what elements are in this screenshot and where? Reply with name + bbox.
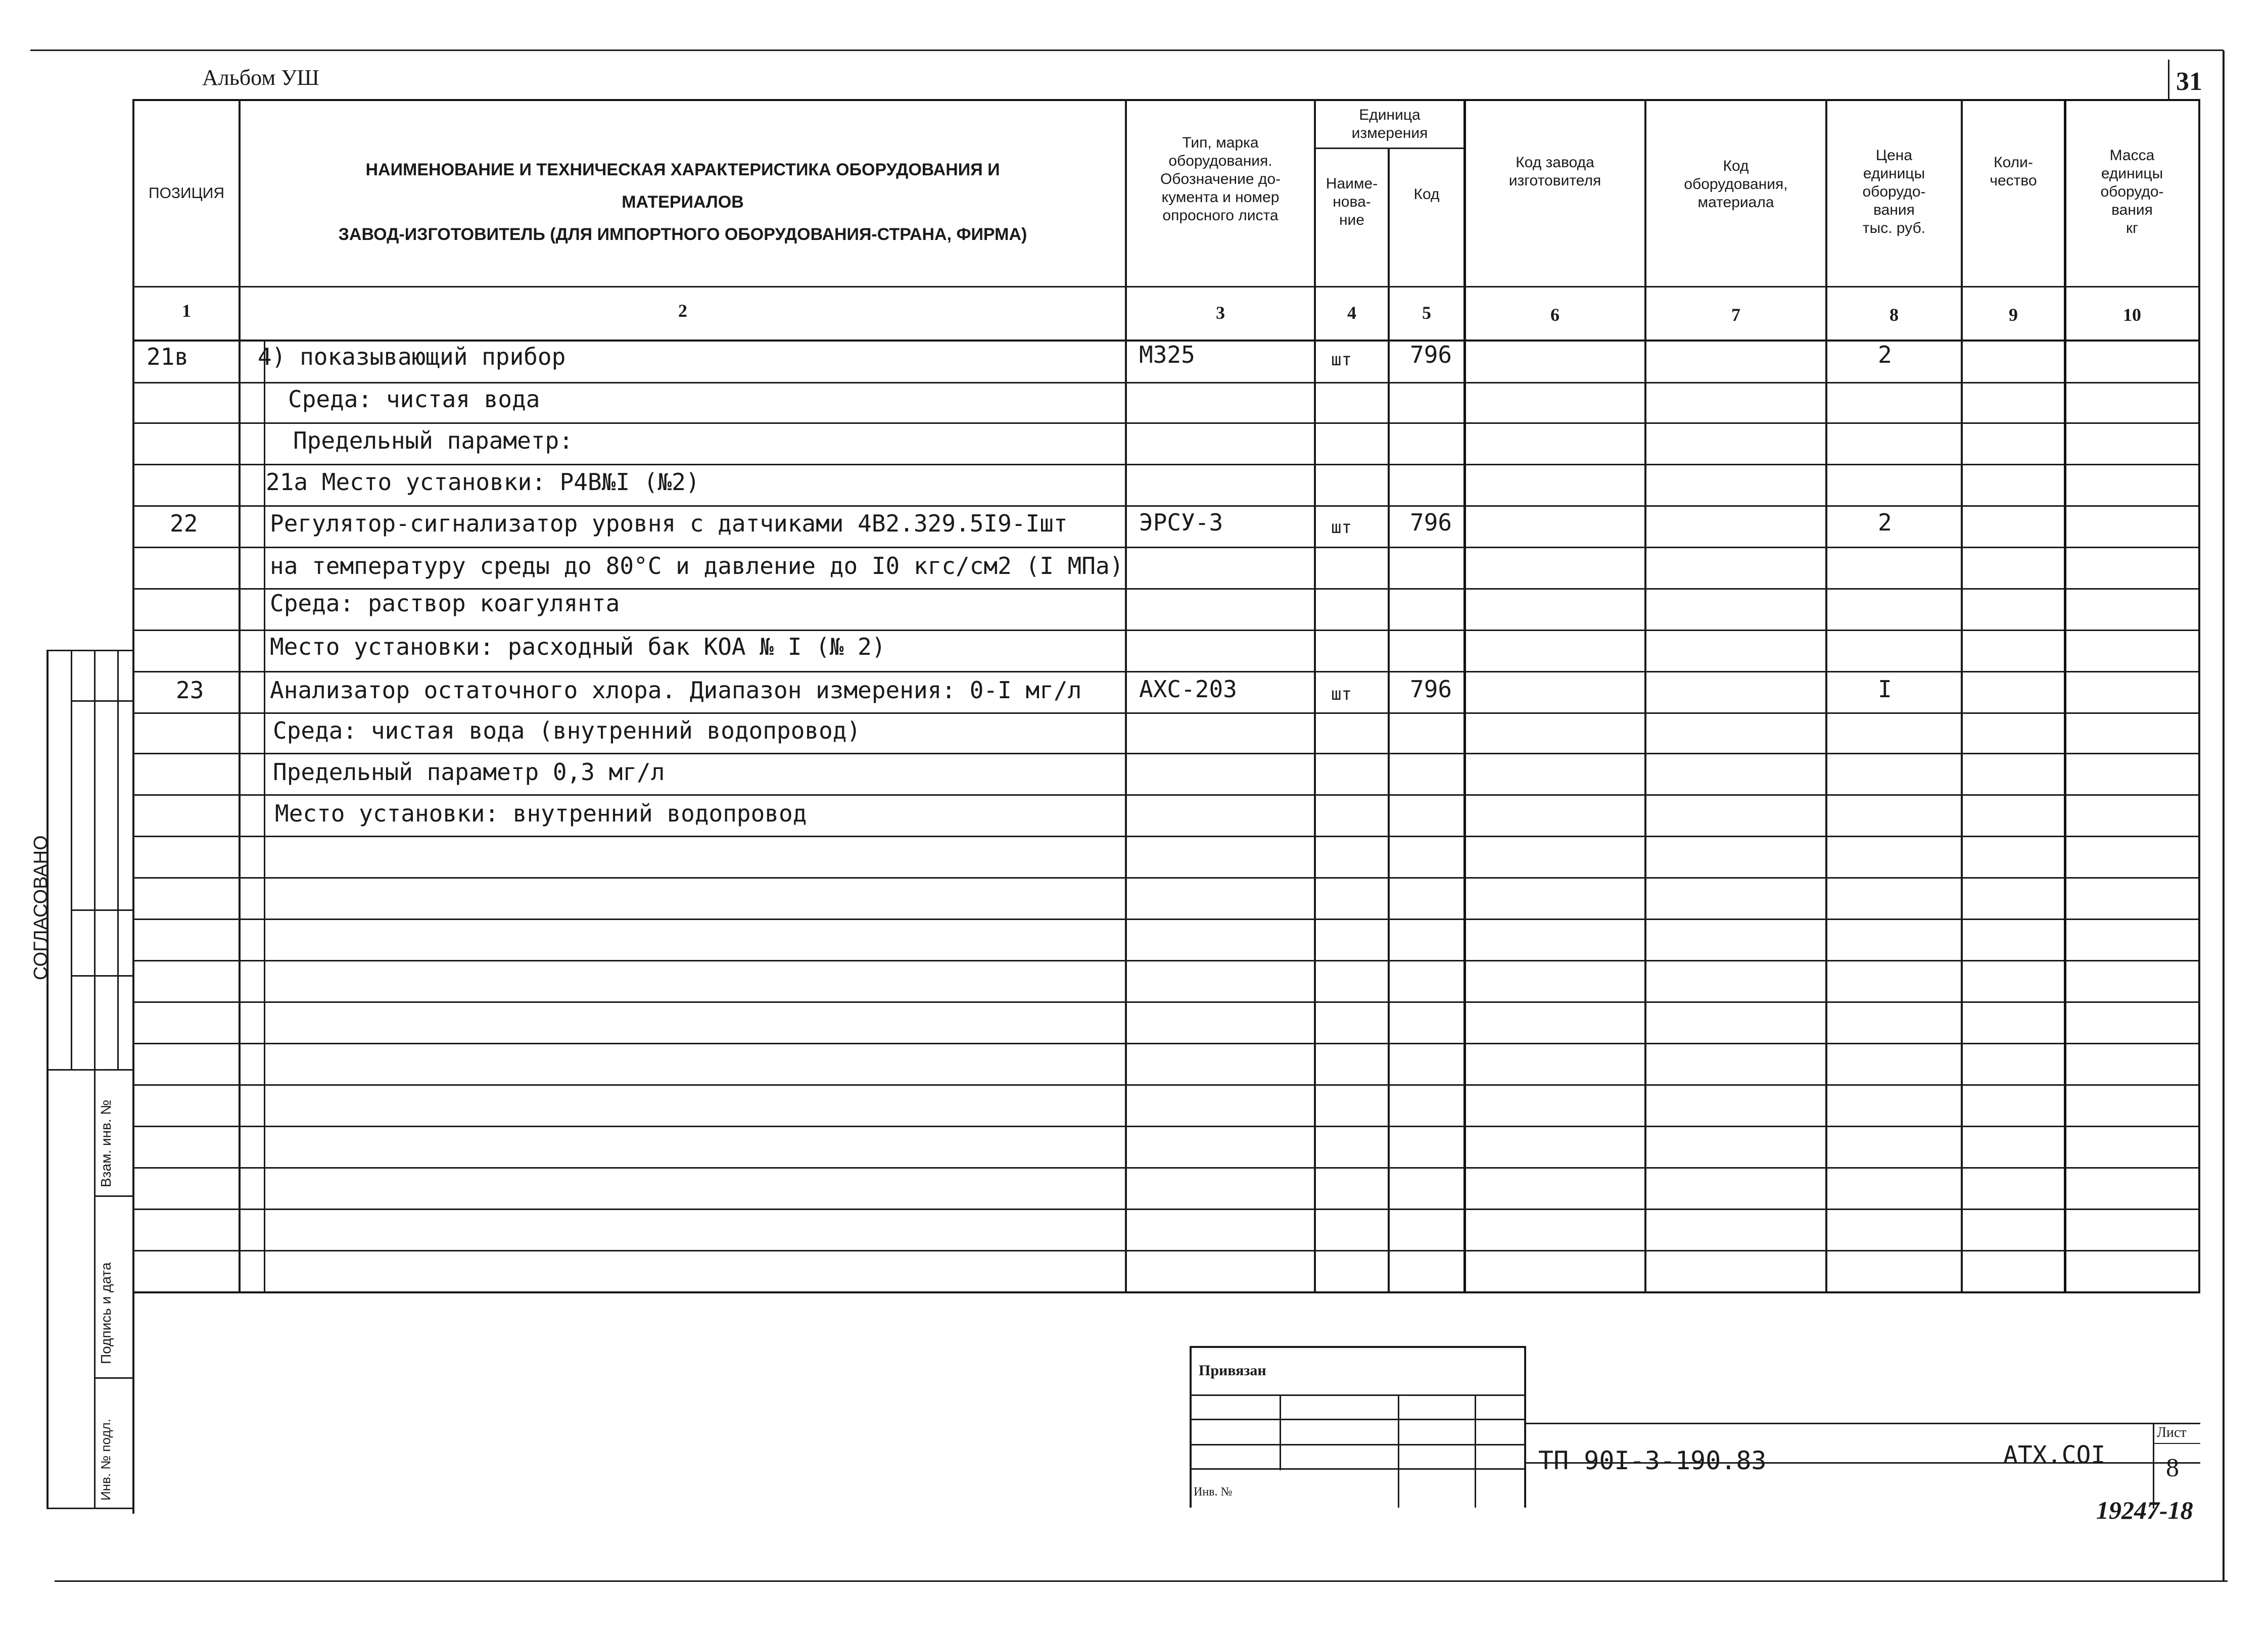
- row-line: [133, 1043, 2200, 1044]
- row-unit: шт: [1331, 517, 1352, 538]
- header-qty: Коли- чество: [1990, 154, 2037, 189]
- title-row-top: [1526, 1423, 2200, 1424]
- row-price: I: [1878, 675, 1892, 703]
- page-number: 31: [2176, 67, 2202, 96]
- side-strip-col: [117, 650, 119, 1069]
- frame-right-line: [2223, 51, 2225, 1581]
- colnum-5: 5: [1422, 303, 1431, 323]
- row-pos: 22: [170, 510, 198, 537]
- side-strip-top: [46, 650, 133, 651]
- row-line: [133, 919, 2200, 920]
- col-line: [1825, 99, 1827, 1292]
- colnum-6: 6: [1550, 305, 1560, 325]
- colnum-7: 7: [1731, 305, 1740, 325]
- stamp-col: [1475, 1394, 1476, 1508]
- row-line: [133, 753, 2200, 754]
- side-strip-col: [94, 650, 96, 1509]
- stamp-right: [1524, 1346, 1526, 1508]
- row-unit: шт: [1331, 684, 1352, 704]
- row-price: 2: [1878, 341, 1892, 368]
- row-type: АХС-203: [1139, 675, 1237, 703]
- row-line: [133, 836, 2200, 837]
- row-line: [133, 1250, 2200, 1251]
- side-strip-row: [46, 1069, 133, 1071]
- row-line: [133, 505, 2200, 507]
- table-top-border: [133, 99, 2200, 101]
- header-name: НАИМЕНОВАНИЕ И ТЕХНИЧЕСКАЯ ХАРАКТЕРИСТИКА ОБОРУДОВАНИЯ И МАТЕРИАЛОВ ЗАВОД-ИЗГОТОВИТЕЛЬ (ДЛЯ ИМПОРТНОГО ОБОРУДОВАНИЯ-СТРАНА, ФИРМА): [338, 160, 1027, 244]
- row-name: Предельный параметр 0,3 мг/л: [273, 758, 665, 786]
- header-equip-code: Код оборудования, материала: [1684, 158, 1788, 211]
- header-price: Цена единицы оборудо- вания тыс. руб.: [1862, 147, 1926, 236]
- row-name: Среда: раствор коагулянта: [270, 590, 620, 617]
- frame-bottom-line: [55, 1580, 2228, 1582]
- label-agreed: СОГЛАСОВАНО: [30, 835, 52, 980]
- header-unit-name: Наиме- нова- ние: [1326, 175, 1378, 228]
- label-inv-orig: Инв. № подл.: [98, 1419, 113, 1501]
- header-type: Тип, марка оборудования. Обозначение до- кумента и номер опросного листа: [1160, 134, 1281, 224]
- side-strip-left: [46, 650, 49, 1509]
- header-position: ПОЗИЦИЯ: [149, 185, 224, 202]
- side-strip-row: [94, 1195, 133, 1197]
- row-line: [133, 382, 2200, 383]
- row-line: [133, 422, 2200, 424]
- col-line: [2064, 99, 2066, 1292]
- colnum-8: 8: [1889, 305, 1899, 325]
- row-type: М325: [1139, 341, 1195, 368]
- label-replace-inv: Взам. инв. №: [98, 1099, 114, 1187]
- col-line: [1125, 99, 1127, 1292]
- sheet-label: Лист: [2157, 1425, 2187, 1440]
- row-line: [133, 1209, 2200, 1210]
- row-line: [133, 877, 2200, 879]
- side-strip-col: [71, 650, 72, 1069]
- row-line: [133, 671, 2200, 672]
- page-box-left: [2168, 60, 2169, 100]
- row-name: Место установки: расходный бак КОА № I (№ 2): [270, 633, 886, 660]
- row-line: [133, 1001, 2200, 1003]
- row-code: 796: [1410, 509, 1452, 536]
- sheet-code: АТХ.СОI: [2003, 1441, 2106, 1469]
- row-pos: 21в: [147, 343, 189, 370]
- row-code: 796: [1410, 341, 1452, 368]
- frame-top-line: [30, 50, 2224, 51]
- table-bottom-border: [133, 1291, 2200, 1293]
- header-mass: Масса единицы оборудо- вания кг: [2100, 147, 2164, 236]
- footer-number: 19247-18: [2096, 1496, 2193, 1524]
- stamp-left: [1190, 1346, 1192, 1508]
- header-unit: Единица измерения: [1351, 107, 1428, 141]
- colnum-4: 4: [1347, 303, 1356, 323]
- label-sign-date: Подпись и дата: [98, 1262, 114, 1364]
- row-line: [133, 464, 2200, 465]
- row-unit: шт: [1331, 350, 1352, 370]
- side-strip-row: [71, 700, 133, 702]
- row-line: [133, 630, 2200, 631]
- row-pos: 23: [176, 677, 204, 704]
- row-name: Среда: чистая вода: [288, 385, 540, 413]
- row-code: 796: [1410, 675, 1452, 703]
- col-line: [1961, 99, 1963, 1292]
- row-name: на температуру среды до 80°С и давление до I0 кгс/см2 (I МПа): [270, 552, 1124, 580]
- header-bottom-line: [133, 286, 2200, 287]
- col-line: [239, 99, 241, 1292]
- stamp-bound-label: Привязан: [1199, 1362, 1266, 1379]
- row-name: Место установки: внутренний водопровод: [275, 800, 807, 827]
- row-line: [133, 547, 2200, 548]
- stamp-col: [1280, 1394, 1281, 1470]
- header-factory-code: Код завода изготовителя: [1508, 154, 1601, 189]
- album-label: Альбом УШ: [202, 65, 319, 90]
- row-name: Регулятор-сигнализатор уровня с датчиками 4В2.329.5I9-Iшт: [270, 510, 1068, 537]
- row-line: [133, 960, 2200, 961]
- row-name: Анализатор остаточного хлора. Диапазон измерения: 0-I мг/л: [270, 677, 1082, 704]
- side-strip-row: [71, 975, 133, 977]
- row-price: 2: [1878, 509, 1892, 536]
- row-name: Среда: чистая вода (внутренний водопровод): [273, 717, 861, 744]
- colnum-9: 9: [2009, 305, 2018, 325]
- row-line: [133, 712, 2200, 714]
- side-strip-row: [94, 1377, 133, 1379]
- side-strip-bottom: [46, 1508, 133, 1509]
- row-line: [133, 1126, 2200, 1127]
- col-line: [1463, 99, 1466, 1292]
- side-strip-row: [71, 909, 133, 911]
- row-line: [133, 1084, 2200, 1086]
- row-line: [133, 794, 2200, 796]
- stamp-inv-label: Инв. №: [1194, 1485, 1233, 1499]
- colnum-1: 1: [182, 301, 191, 321]
- col-line: [1314, 99, 1316, 1292]
- header-unit-code: Код: [1413, 186, 1440, 203]
- row-name: 21а Место установки: Р4В№I (№2): [266, 468, 700, 496]
- row-line: [133, 1167, 2200, 1169]
- row-name: Предельный параметр:: [293, 427, 573, 454]
- sheet-number: 8: [2166, 1454, 2179, 1482]
- unit-split-line: [1316, 148, 1466, 149]
- stamp-top: [1190, 1346, 1526, 1348]
- col-line: [1644, 99, 1646, 1292]
- colnum-2: 2: [678, 301, 687, 321]
- stamp-col: [1398, 1394, 1399, 1508]
- colnum-10: 10: [2123, 305, 2141, 325]
- doc-code: ТП 90I-3-190.83: [1538, 1446, 1767, 1475]
- row-name: 4) показывающий прибор: [258, 343, 566, 370]
- col-line-inner: [264, 340, 265, 1292]
- colnum-3: 3: [1216, 303, 1225, 323]
- sheet-label-line: [2153, 1443, 2200, 1444]
- col-line-right: [2198, 99, 2200, 1292]
- row-type: ЭРСУ-3: [1139, 509, 1223, 536]
